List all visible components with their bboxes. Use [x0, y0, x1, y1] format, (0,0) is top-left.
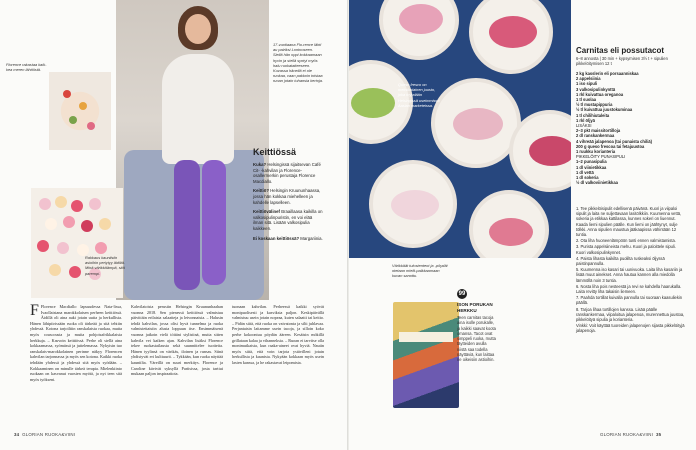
body-column-2 [131, 304, 223, 426]
ingredient-item: 1 rkl öljyä [576, 117, 595, 123]
sweet-balls-photo [31, 188, 126, 298]
right-folio [600, 432, 661, 437]
method-step: 3. Purista appelsiineista mehu. Kuori ja paloittele sipuli. Kuori valkosipulinkynnet. [576, 244, 676, 255]
column-text: Kahvilatoista perustin Helsingin Kruununhaahan vuonna 2018. Sen pienessä keittiössä valmistuu päivittäin erilaisia salaatteja ja leivonnaisia. – Halusin tehdä kahvilan, jossa olisi hyvä tunnelma ja ruoka valmistettaisiin alusta loppuun itse. Ensimmäisenä vuonna jatkoin vielä töitäni stylistinä, mutta sitten kahvila vei kaiken ajan. Kahvilan lisäksi Florence tekee ruokastailausta sekä suunnittelee tuotteita. Hänen tyylinsä on värikäs, iloinen ja runsas. Siinä yhdistyvät eri kulttuurit. – Tykkään, kun ruoka näyttää kauniilta. Väreillä on suuri merkitys. Florence ja Caroline kävivät syksyllä Pariisissa, josta tarttui mukaan paljon inspiraatiota. [131, 304, 223, 377]
cookbook-photo [393, 302, 459, 408]
method-step: 5. Kuumenna iso kasari tai uunivuoka. Laita liha kasariin ja lisää muut ainekset. Anna hautua kannen alla miedolla lämmöllä noin 3 tuntia. [576, 267, 683, 283]
ingredient-item: 2 dl ranskankermaa [576, 133, 615, 139]
sidebar-title: Keittiössä [253, 147, 297, 157]
ingredient-item: 1 tl chilihiutaleita [576, 112, 610, 118]
sidebar-answer: Helsingissä sijaitsevan Café Cit- -kahvilan ja Florence-osallermerkin perustaja Florence Macdiallo. [253, 162, 321, 184]
column-text: Florence Macdiallo lapsuudessa Nata-lissa, Ivaollaistana marokkolaisen perheen keittiössä. Äidillä oli aina auki jotain uutta ja herkullista. Hänen lähipiirissään ruoka oli tärkeää ja sitä tehtiin yhdessä. Kotona tarjoiltiin ranskalaista ruokaa, mutta myös couscousta ja muita pohjoisafrikkalaisia herkkuja. – Kasvoin keittiössä. Perhe oli siellä aina kokkaamassa, syömässä ja juttelemassa. Nykyisin tuo ranskalais-marokkolainen perinne näkyy Florencen kahvilan tarjonnassa ja myös sen kotona. Kaikki ruoka tehdään yhdessä ja yhdessä sitä myös syödään. – Kokkaaminen on minulle tärkeä terapia. Mielenkiinto ruokaan on kasvanut vuosien myötä, ja nyt teen sitä myös työkseni. [30, 304, 122, 382]
ingredient-item: 4 vihreää jalapenoa (tai punaista chiliä) [576, 138, 652, 144]
sidebar-block [253, 188, 323, 205]
ingredient-item: 2 kg kasslerin eli porsaanniskaa [576, 71, 639, 76]
sidebar-answer: Braaillaasa kaikilla on valkosipulinpuristin, en voi elää ilman sitä. Lisään valkosipulia kaikkeen. [253, 209, 323, 231]
ingredient-item: 2 appelsiinia [576, 76, 601, 82]
ingredient-item: LISÄKSI [576, 123, 592, 129]
quote-body: Teen carnitas tacoja aina isolle porukalle, ja kaikki saavat koota omansa. Tacot ovat simppeli ruoka, mutta täytteiden avulla niistä saa todella näyttäviä, kun laittaa ne oikeisiin astioihin. [457, 315, 496, 363]
balls-caption: Rakkaus kauniisiin asioihin periytyy äidiltä. Minä värikkäämpä, sitä parempi. [85, 255, 126, 276]
tacos-caption: Queso fresco on meksikolainen juusto, joka myydään Helsingissä useimmissa Aasian marketeissa. [398, 82, 440, 108]
magazine-name: GLORIAN RUOKA&VIINI [600, 432, 654, 437]
ingredient-item: PIKKELÖITY PUNASIPULI [576, 154, 626, 160]
method-step: 4. Paista lihasta kaikilta puolilta ruskeaksi öljyssä paistinpannulla. [576, 255, 665, 267]
method-step: 8. Tarjoa lihaa tortillojen kanssa. Lisää päälle ranskankermaa, viipaloitua jalapenoa, murennettua juustoa, pikkelöityä sipulia ja korianteria. [576, 306, 685, 323]
magazine-name: GLORIAN RUOKA&VIINI [22, 432, 76, 437]
tacos-photo [349, 0, 571, 258]
recipe-title: Carnitas eli possutacot [576, 46, 665, 55]
ingredient-item: 1 rkl kuivattua oreganoa [576, 91, 624, 97]
recipe-subtitle: 6–8 annosta | 30 min + kypsymisen 3½ t + sipulien pikkelöitymisen 12 t [576, 56, 668, 67]
portrait-photo [116, 0, 269, 300]
ingredient-item: 1 tl suolaa [576, 97, 597, 103]
ingredient-item: 200 g queso frescoa tai fetajuustoa [576, 143, 645, 149]
book-caption: Värikkäät tulostenteot ja -pöydät otetaan mielit-palkkaamaan kuvan sanottu. [392, 263, 448, 279]
method-step: 7. Paahda tortillat kuivalla pannulla tai suoraan kaasuliekin päällä. [576, 295, 683, 306]
body-column-3 [232, 304, 324, 426]
sidebar-question: Keittiövälinef [253, 209, 280, 215]
sidebar-answer: Helsingin Kruununhaassa, jossa hän kokkaa miehelleen ja kahdelle lapselleen. [253, 188, 321, 205]
seafood-dish-photo [49, 72, 111, 150]
ingredient-item: ½ dl valkoviinietikkaa [576, 180, 618, 186]
vintage-caption: 17-vuotiaana Flo-rence lähti au pairiksi Lontooseen. Siellä hän oppi kokkaamaan hyvin ja siellä syntyi myös halu ruokataiteeseen. Kuvassa hänellä ei ole ruokaa, vaan pakkoin toistaa ruoan jotain tuhansia kertoja. [273, 42, 323, 84]
dish-caption: Florence rakastaa kaik-kea meren lähtöistä. [6, 62, 47, 73]
ingredient-item: 1 ruukku korianteria [576, 149, 616, 155]
method-step: 2. Ota liha huoneenlämpöön tunti ennen valmistamista. [576, 238, 676, 244]
column-text: tuonaan kahvilan. Perheessä kaikki syövät monipuolisesti ja kasviksia paljon. Keskipäivällä valmistuu usein jotain nopeaa, kuten salaatti tai keitto. – Pidän siitä, että ruoka on vaivatonta ja silti juhlavaa. Perjantaisin laitamme usein tacoja, ja silloin koko perhe kokoontuu pöydän ääreen. Kesäisin mökillä grillataan kalaa ja vihanneksia. – Ruoan ei tarvitse olla monimutkaista, kun raaka-aineet ovat hyviä. Nautin myös siitä, että voin tarjota ystävilleni jotain herkullista ja kaunista. Nykyään kokkaan myös usein lasten kanssa, ja he rakastavat leipomista. [232, 304, 324, 365]
sidebar-block [253, 209, 323, 231]
sidebar-question: Ei koskaan keittiössä? [253, 235, 300, 241]
method-step: Vinkki: Voit käyttää tuoreiden jalapenojen sijasta pikkelöityjä jalapenoja. [576, 323, 685, 334]
ingredient-item: 1 dl vettä [576, 169, 594, 175]
ingredient-item: 1–2 punasipulia [576, 159, 607, 165]
page-number: 34 [14, 432, 20, 437]
quote-heading: ISON PORUKAN HERKKU [457, 302, 493, 313]
sidebar-info [253, 162, 323, 245]
ingredient-item: 1 iso sipuli [576, 81, 598, 87]
ingredient-item: 1 dl sokeria [576, 175, 599, 181]
quote-mark-icon: 99 [458, 291, 466, 297]
sidebar-question: Keittiö? [253, 188, 269, 194]
ingredient-item: 3 valkosipulinkynttä [576, 86, 616, 92]
ingredient-item: 1 dl viinietikkaa [576, 164, 607, 170]
method-step: 6. Nosta liha pois nesteestä ja revi se kahdella haarukalla. Laita revitty liha takaisin liemeen. [576, 283, 682, 295]
sidebar-block [253, 162, 323, 184]
left-folio [14, 432, 75, 437]
recipe-method [576, 206, 686, 335]
page-number: 35 [655, 432, 662, 437]
sidebar-question: Kuka? [253, 162, 267, 167]
ingredient-item: 2–3 pkt maissitortilloja [576, 128, 621, 134]
method-step: 1. Tee pikkelöisipulit edellisenä päivänä. Kuori ja viipaloi sipulit ja laita ne suljettavaan lasitölkkiin. Kuumenna vettä, sokeria ja etikkaa kattilassa, kunnes sokeri on liuennut. Kaada liemi sipulien päälle. Kun liemi on jäähtynyt, sulje tölkki. Anna sipulien maustua jääkaapissa vähintään 12 tuntia. [576, 206, 682, 238]
ingredient-item: ½ tl mustapippuria [576, 102, 613, 108]
sidebar-answer: Margariinia. [300, 235, 323, 241]
ingredient-list [576, 71, 686, 185]
body-column-1 [30, 304, 122, 426]
sidebar-block [253, 236, 323, 242]
ingredient-item: ½ tl kuivattua juustokuminaa [576, 107, 633, 113]
drop-cap: F [30, 304, 39, 319]
